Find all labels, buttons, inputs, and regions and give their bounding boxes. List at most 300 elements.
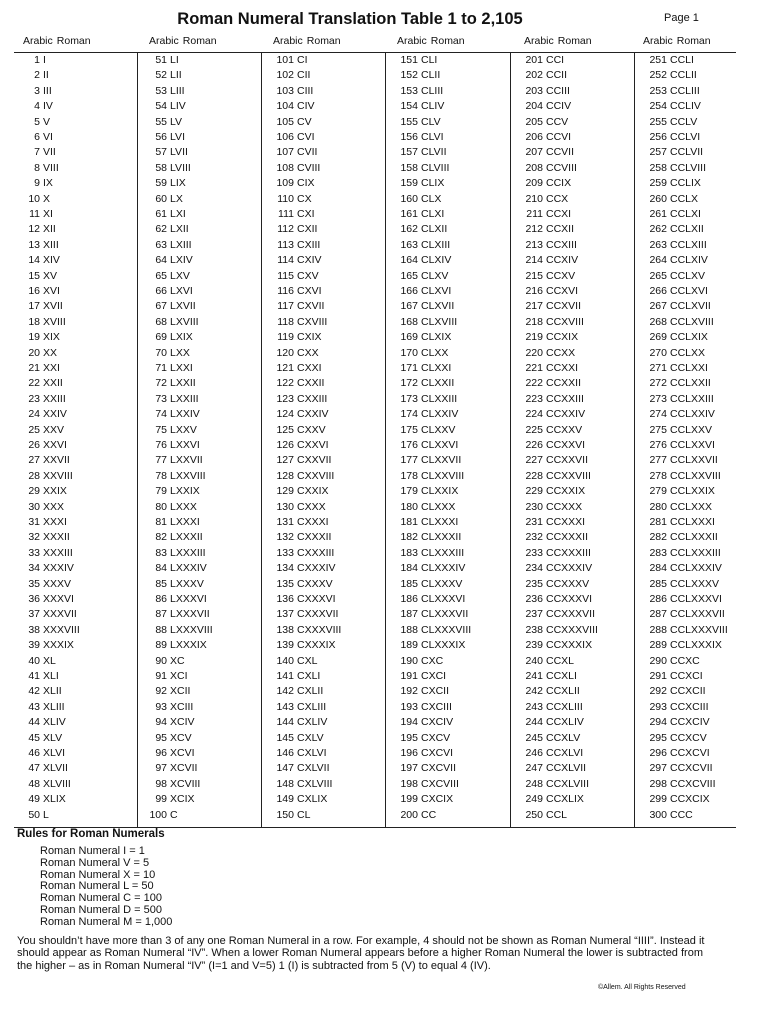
- arabic-value: 164: [400, 254, 418, 267]
- table-row: [138, 530, 262, 545]
- roman-value: XXIX: [43, 485, 67, 498]
- table-row: [386, 346, 511, 361]
- arabic-value: 88: [155, 623, 167, 636]
- roman-value: CI: [297, 54, 308, 66]
- arabic-value: 189: [400, 639, 418, 652]
- roman-value: XXXII: [43, 531, 70, 544]
- copyright-notice: ©Allem. All Rights Reserved: [598, 984, 686, 991]
- roman-value: CXCIV: [421, 716, 454, 729]
- table-row: [138, 99, 262, 114]
- arabic-value: 99: [155, 793, 167, 806]
- arabic-value: 289: [649, 639, 667, 652]
- table-row: [386, 99, 511, 114]
- arabic-value: 10: [28, 192, 40, 205]
- roman-value: LXX: [170, 346, 190, 359]
- table-row: [386, 115, 511, 130]
- arabic-value: 226: [525, 439, 543, 451]
- roman-value: CLXIV: [421, 254, 452, 267]
- arabic-value: 256: [649, 131, 667, 143]
- roman-value: XCVIII: [170, 777, 201, 790]
- table-row: [386, 638, 511, 653]
- arabic-value: 7: [34, 146, 40, 159]
- table-row: [14, 99, 137, 114]
- table-row: [138, 423, 262, 438]
- table-row: [14, 284, 137, 299]
- table-row: [138, 176, 262, 191]
- arabic-value: 3: [34, 84, 40, 97]
- table-row: [511, 207, 635, 222]
- arabic-value: 113: [277, 238, 294, 251]
- table-row: [511, 68, 635, 83]
- table-row: [386, 654, 511, 669]
- table-row: [14, 176, 137, 191]
- arabic-value: 248: [525, 777, 543, 790]
- roman-value: CCXVII: [546, 300, 582, 313]
- arabic-value: 70: [155, 346, 167, 359]
- roman-value: CXVI: [297, 285, 322, 297]
- rules-heading: Rules for Roman Numerals: [17, 828, 165, 840]
- table-row: [635, 207, 737, 222]
- roman-value: XLII: [43, 685, 62, 698]
- arabic-value: 56: [155, 131, 167, 143]
- arabic-value: 207: [525, 146, 543, 159]
- roman-value: LII: [170, 69, 182, 82]
- numeral-table: [14, 53, 736, 827]
- roman-value: CLXXXIV: [421, 562, 466, 575]
- table-row: [635, 68, 737, 83]
- roman-value: LXXV: [170, 423, 197, 436]
- table-row: [262, 453, 386, 468]
- arabic-value: 91: [155, 670, 167, 682]
- table-row: [14, 638, 137, 653]
- arabic-value: 193: [400, 700, 418, 713]
- table-row: [138, 453, 262, 468]
- roman-value: VIII: [43, 161, 59, 174]
- roman-value: CCLIX: [670, 177, 701, 190]
- arabic-value: 200: [400, 808, 418, 821]
- roman-value: XLI: [43, 670, 59, 682]
- table-row: [138, 222, 262, 237]
- roman-value: LXXXIII: [170, 546, 206, 559]
- arabic-value: 283: [649, 546, 667, 559]
- arabic-value: 273: [649, 392, 667, 405]
- table-row: [511, 145, 635, 160]
- arabic-value: 34: [28, 562, 40, 575]
- table-row: [138, 669, 262, 684]
- roman-value: IX: [43, 177, 53, 190]
- roman-value: XL: [43, 654, 56, 667]
- roman-value: CLII: [421, 69, 441, 82]
- rule-item: Roman Numeral I = 1: [40, 845, 145, 857]
- roman-value: CLXI: [421, 208, 445, 220]
- table-row: [262, 607, 386, 622]
- table-row: [138, 84, 262, 99]
- table-row: [262, 669, 386, 684]
- arabic-value: 60: [155, 192, 167, 205]
- roman-value: XCIX: [170, 793, 195, 806]
- roman-value: CCLIV: [670, 100, 701, 113]
- roman-value: CCXXVIII: [546, 469, 591, 482]
- table-row: [511, 284, 635, 299]
- arabic-value: 106: [276, 131, 294, 143]
- arabic-value: 150: [276, 808, 294, 821]
- arabic-value: 15: [28, 269, 40, 282]
- arabic-value: 158: [400, 161, 418, 174]
- roman-value: XCIV: [170, 716, 195, 729]
- arabic-value: 216: [525, 285, 543, 297]
- arabic-value: 108: [276, 161, 294, 174]
- roman-value: CLXXV: [421, 423, 456, 436]
- arabic-value: 105: [276, 115, 294, 128]
- table-row: [511, 484, 635, 499]
- table-row: [14, 84, 137, 99]
- table-row: [138, 808, 262, 823]
- arabic-value: 230: [525, 500, 543, 513]
- roman-value: CXCII: [421, 685, 450, 698]
- arabic-value: 177: [400, 454, 418, 467]
- arabic-value: 17: [28, 300, 40, 313]
- roman-value: CCLVII: [670, 146, 704, 159]
- roman-value: CCLXXXVI: [670, 593, 722, 605]
- arabic-value: 148: [276, 777, 294, 790]
- table-row: [138, 192, 262, 207]
- roman-value: CCXV: [546, 269, 576, 282]
- roman-value: CCLXVIII: [670, 315, 714, 328]
- table-row: [262, 299, 386, 314]
- table-row: [138, 115, 262, 130]
- arabic-value: 262: [649, 223, 667, 236]
- roman-value: CCXXXIV: [546, 562, 593, 575]
- table-row: [138, 145, 262, 160]
- roman-value: CCLVIII: [670, 161, 706, 174]
- roman-value: XV: [43, 269, 58, 282]
- roman-value: XXVIII: [43, 469, 73, 482]
- roman-value: CXVII: [297, 300, 325, 313]
- roman-value: CXXXIV: [297, 562, 336, 575]
- roman-value: XLIV: [43, 716, 66, 729]
- table-row: [14, 407, 137, 422]
- roman-value: CL: [297, 808, 311, 821]
- arabic-value: 300: [649, 808, 667, 821]
- roman-value: CCXXXV: [546, 577, 590, 590]
- table-row: [138, 623, 262, 638]
- table-row: [386, 269, 511, 284]
- arabic-value: 246: [525, 747, 543, 759]
- table-row: [262, 654, 386, 669]
- table-row: [386, 669, 511, 684]
- roman-value: CCXIX: [546, 331, 579, 344]
- table-row: [635, 407, 737, 422]
- table-row: [386, 577, 511, 592]
- roman-value: CCL: [546, 808, 568, 821]
- header-roman: Roman: [182, 35, 217, 47]
- arabic-value: 38: [28, 623, 40, 636]
- roman-value: CCXLVIII: [546, 777, 589, 790]
- roman-value: CCXXXIX: [546, 639, 593, 652]
- arabic-value: 123: [276, 392, 294, 405]
- arabic-value: 8: [34, 161, 40, 174]
- arabic-value: 224: [525, 408, 543, 421]
- table-row: [386, 392, 511, 407]
- table-row: [386, 145, 511, 160]
- arabic-value: 27: [28, 454, 40, 467]
- roman-value: LIII: [170, 84, 185, 97]
- roman-value: LVII: [170, 146, 188, 159]
- arabic-value: 282: [649, 531, 667, 544]
- roman-value: XXXVI: [43, 593, 74, 605]
- table-row: [14, 423, 137, 438]
- roman-value: L: [43, 808, 49, 821]
- table-row: [511, 546, 635, 561]
- table-row: [262, 84, 386, 99]
- arabic-value: 144: [276, 716, 294, 729]
- table-row: [635, 438, 737, 453]
- table-row: [14, 669, 137, 684]
- table-row: [138, 684, 262, 699]
- roman-value: CCXCVII: [670, 762, 713, 775]
- arabic-value: 5: [34, 115, 40, 128]
- arabic-value: 145: [276, 731, 294, 744]
- arabic-value: 79: [155, 485, 167, 498]
- arabic-value: 260: [649, 192, 667, 205]
- roman-value: CCXCIII: [670, 700, 709, 713]
- column-header: [149, 35, 221, 47]
- roman-value: CLIV: [421, 100, 445, 113]
- table-row: [386, 777, 511, 792]
- arabic-value: 19: [28, 331, 40, 344]
- roman-value: CXIV: [297, 254, 322, 267]
- roman-value: CCLXI: [670, 208, 701, 220]
- roman-value: CVI: [297, 131, 315, 143]
- roman-value: XXI: [43, 362, 60, 374]
- arabic-value: 210: [525, 192, 543, 205]
- table-row: [511, 561, 635, 576]
- roman-value: CXCVII: [421, 762, 457, 775]
- table-row: [138, 392, 262, 407]
- arabic-value: 178: [400, 469, 418, 482]
- roman-value: LI: [170, 54, 179, 66]
- table-row: [14, 130, 137, 145]
- arabic-value: 250: [525, 808, 543, 821]
- arabic-value: 168: [400, 315, 418, 328]
- arabic-value: 157: [400, 146, 418, 159]
- roman-value: CCXXII: [546, 377, 582, 390]
- table-row: [138, 361, 262, 376]
- roman-value: LXXXVI: [170, 593, 207, 605]
- arabic-value: 156: [400, 131, 418, 143]
- arabic-value: 55: [155, 115, 167, 128]
- roman-value: CLXXXIX: [421, 639, 466, 652]
- arabic-value: 181: [400, 516, 418, 528]
- roman-value: CCXLI: [546, 670, 577, 682]
- roman-value: CLXXXVI: [421, 593, 466, 605]
- roman-value: CCLXXIII: [670, 392, 714, 405]
- table-row: [511, 330, 635, 345]
- arabic-value: 20: [28, 346, 40, 359]
- arabic-value: 187: [400, 608, 418, 621]
- arabic-value: 83: [155, 546, 167, 559]
- arabic-value: 24: [28, 408, 40, 421]
- arabic-value: 51: [155, 54, 167, 66]
- roman-value: CLXXXIII: [421, 546, 465, 559]
- roman-value: CCC: [670, 808, 693, 821]
- arabic-value: 251: [649, 54, 667, 66]
- roman-value: XCV: [170, 731, 192, 744]
- arabic-value: 191: [400, 670, 418, 682]
- table-row: [511, 607, 635, 622]
- roman-value: CCXXXI: [546, 516, 586, 528]
- arabic-value: 296: [649, 747, 667, 759]
- roman-value: XXIII: [43, 392, 66, 405]
- arabic-value: 274: [649, 408, 667, 421]
- roman-value: CXXV: [297, 423, 326, 436]
- arabic-value: 136: [276, 593, 294, 605]
- roman-value: CLIII: [421, 84, 444, 97]
- table-row: [635, 684, 737, 699]
- arabic-value: 261: [649, 208, 667, 220]
- roman-value: LVI: [170, 131, 185, 143]
- arabic-value: 21: [28, 362, 40, 374]
- roman-value: CLXVI: [421, 285, 452, 297]
- roman-value: XVII: [43, 300, 63, 313]
- arabic-value: 110: [277, 192, 294, 205]
- arabic-value: 63: [155, 238, 167, 251]
- table-row: [511, 253, 635, 268]
- arabic-value: 126: [276, 439, 294, 451]
- arabic-value: 59: [155, 177, 167, 190]
- table-row: [138, 207, 262, 222]
- roman-value: XVI: [43, 285, 60, 297]
- roman-value: CCXCIV: [670, 716, 710, 729]
- roman-value: CLXXI: [421, 362, 452, 374]
- table-row: [14, 731, 137, 746]
- roman-value: CXC: [421, 654, 444, 667]
- arabic-value: 4: [34, 100, 40, 113]
- arabic-value: 132: [276, 531, 294, 544]
- table-row: [511, 376, 635, 391]
- table-column: [510, 53, 635, 827]
- table-column: [385, 53, 511, 827]
- table-row: [386, 684, 511, 699]
- table-row: [511, 269, 635, 284]
- arabic-value: 40: [28, 654, 40, 667]
- roman-value: CII: [297, 69, 311, 82]
- table-row: [511, 684, 635, 699]
- arabic-value: 173: [400, 392, 418, 405]
- roman-value: CCXXIV: [546, 408, 586, 421]
- arabic-value: 48: [28, 777, 40, 790]
- table-row: [262, 346, 386, 361]
- roman-value: CXIII: [297, 238, 321, 251]
- roman-value: CCLXXX: [670, 500, 713, 513]
- roman-value: CXXIII: [297, 392, 328, 405]
- roman-value: CLXIX: [421, 331, 452, 344]
- page-number: Page 1: [664, 12, 699, 24]
- table-row: [14, 115, 137, 130]
- arabic-value: 255: [649, 115, 667, 128]
- arabic-value: 244: [525, 716, 543, 729]
- table-row: [138, 53, 262, 68]
- roman-value: XXXVIII: [43, 623, 80, 636]
- arabic-value: 86: [155, 593, 167, 605]
- table-row: [138, 561, 262, 576]
- arabic-value: 84: [155, 562, 167, 575]
- table-column: [137, 53, 262, 827]
- arabic-value: 254: [649, 100, 667, 113]
- table-row: [262, 99, 386, 114]
- roman-value: CLXVII: [421, 300, 455, 313]
- table-row: [262, 777, 386, 792]
- roman-value: CCXCII: [670, 685, 706, 698]
- table-row: [262, 561, 386, 576]
- table-row: [138, 638, 262, 653]
- roman-value: XLVI: [43, 747, 65, 759]
- arabic-value: 14: [28, 254, 40, 267]
- arabic-value: 39: [28, 639, 40, 652]
- arabic-value: 299: [649, 793, 667, 806]
- table-row: [138, 284, 262, 299]
- arabic-value: 96: [155, 747, 167, 759]
- arabic-value: 180: [400, 500, 418, 513]
- roman-value: CCXX: [546, 346, 576, 359]
- arabic-value: 30: [28, 500, 40, 513]
- roman-value: XXVII: [43, 454, 70, 467]
- roman-value: CLVII: [421, 146, 447, 159]
- table-row: [635, 376, 737, 391]
- arabic-value: 135: [276, 577, 294, 590]
- table-row: [262, 145, 386, 160]
- table-row: [138, 161, 262, 176]
- table-row: [262, 731, 386, 746]
- roman-value: CXLV: [297, 731, 324, 744]
- arabic-value: 196: [400, 747, 418, 759]
- arabic-value: 57: [155, 146, 167, 159]
- arabic-value: 100: [149, 808, 167, 821]
- table-row: [14, 777, 137, 792]
- arabic-value: 252: [649, 69, 667, 82]
- table-row: [262, 253, 386, 268]
- roman-value: CCLXXXI: [670, 516, 715, 528]
- table-row: [511, 222, 635, 237]
- arabic-value: 229: [525, 485, 543, 498]
- arabic-value: 25: [28, 423, 40, 436]
- arabic-value: 147: [276, 762, 294, 775]
- table-row: [511, 654, 635, 669]
- table-row: [635, 500, 737, 515]
- table-row: [14, 746, 137, 761]
- arabic-value: 124: [276, 408, 294, 421]
- table-row: [14, 207, 137, 222]
- arabic-value: 170: [400, 346, 418, 359]
- rules-explanation: You shouldn’t have more than 3 of any one Roman Numeral in a row. For example, 4 should not be shown as Roman Numeral “IIII”. Instead it should appear as Roman Numeral “IV”. When a lower Roman Numeral appears before a higher Roman Numeral the lower is subtracted from the higher – as in Roman Numeral “IV” (I=1 and V=5) 1 (I) is subtracted from 5 (V) to equal 4 (IV).: [17, 935, 705, 972]
- arabic-value: 45: [28, 731, 40, 744]
- arabic-value: 68: [155, 315, 167, 328]
- arabic-value: 29: [28, 485, 40, 498]
- roman-value: CCLXXI: [670, 362, 708, 374]
- arabic-value: 98: [155, 777, 167, 790]
- arabic-value: 146: [276, 747, 294, 759]
- table-row: [386, 731, 511, 746]
- roman-value: CCXLVII: [546, 762, 587, 775]
- roman-value: CXIX: [297, 331, 322, 344]
- table-row: [511, 792, 635, 807]
- arabic-value: 242: [525, 685, 543, 698]
- table-row: [386, 53, 511, 68]
- table-row: [14, 469, 137, 484]
- arabic-value: 54: [155, 100, 167, 113]
- roman-value: CXXXVIII: [297, 623, 342, 636]
- arabic-value: 247: [525, 762, 543, 775]
